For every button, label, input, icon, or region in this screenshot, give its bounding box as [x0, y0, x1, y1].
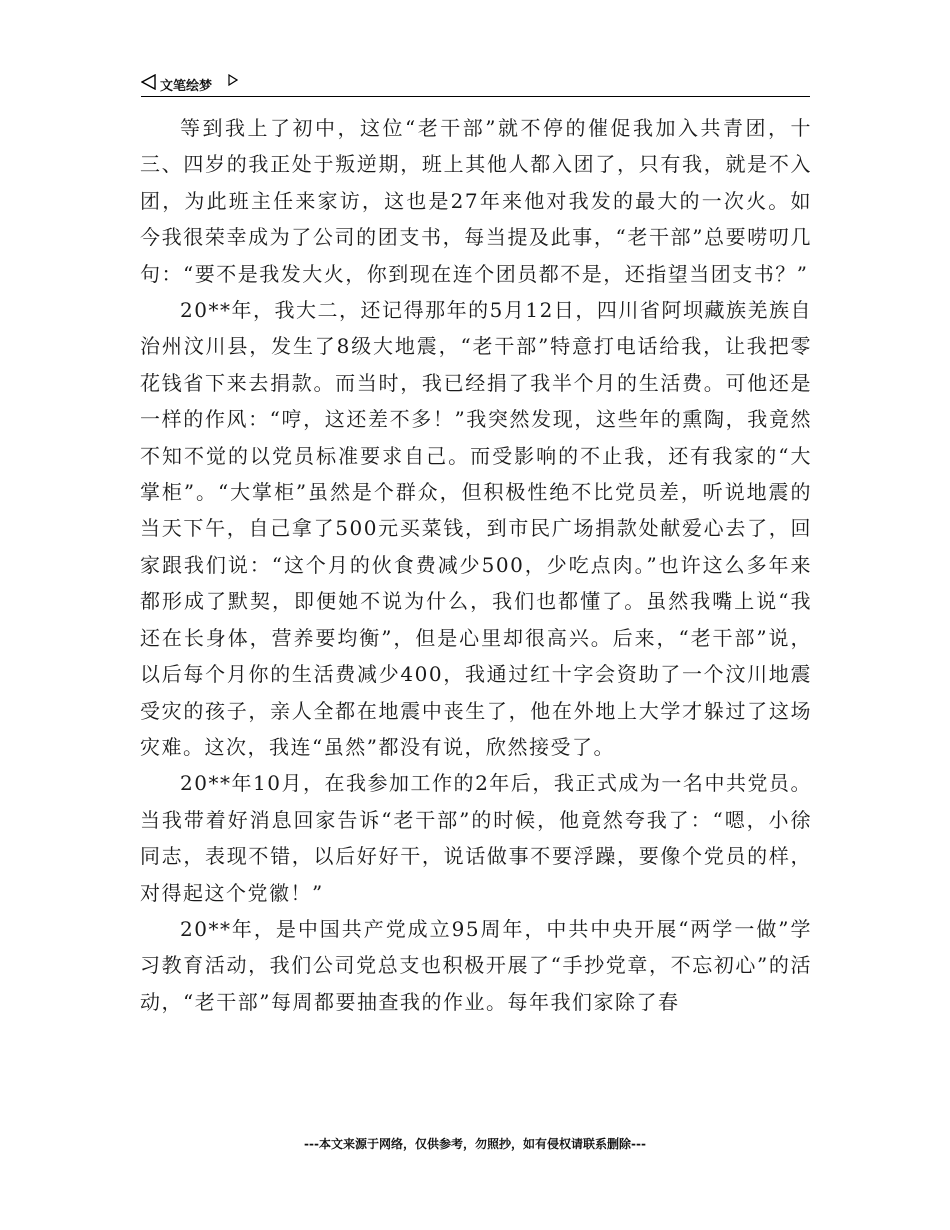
page-header	[141, 72, 810, 97]
footer-disclaimer: ---本文来源于网络，仅供参考，勿照抄，如有侵权请联系删除---	[304, 1137, 646, 1151]
paragraph-4: 20**年，是中国共产党成立95周年，中共中央开展“两学一做”学习教育活动，我们公司党总支也积极开展了“手抄党章，不忘初心”的活动，“老干部”每周都要抽查我的作业。每年我们家除了春	[140, 916, 812, 1014]
header-title: 文笔绘梦	[160, 79, 213, 94]
article-body	[140, 110, 812, 1020]
left-triangle-icon	[141, 74, 157, 90]
paragraph-2: 20**年，我大二，还记得那年的5月12日，四川省阿坝藏族羌族自治州汶川县，发生了8级大地震，“老干部”特意打电话给我，让我把零花钱省下来去捐款。而当时，我已经捐了我半个月的生活费。可他还是一样的作风：“哼，这还差不多！”我突然发现，这些年的熏陶，我竟然不知不觉的以党员标准要求自己。而受影响的不止我，还有我家的“大掌柜”。“大掌柜”虽然是个群众，但积极性绝不比党员差，听说地震的当天下午，自己拿了500元买菜钱，到市民广场捐款处献爱心去了，回家跟我们说：“这个月的伙食费减少500，少吃点肉。”也许这么多年来都形成了默契，即便她不说为什么，我们也都懂了。虽然我嘴上说“我还在长身体，营养要均衡”，但是心里却很高兴。后来，“老干部”说，以后每个月你的生活费减少400，我通过红十字会资助了一个汶川地震受灾的孩子，亲人全都在地震中丧生了，他在外地上大学才躲过了这场灾难。这次，我连“虽然”都没有说，欣然接受了。	[140, 298, 812, 759]
right-triangle-icon	[228, 74, 238, 86]
paragraph-3: 20**年10月，在我参加工作的2年后，我正式成为一名中共党员。当我带着好消息回家告诉“老干部”的时候，他竟然夸我了：“嗯，小徐同志，表现不错，以后好好干，说话做事不要浮躁，要像个党员的样，对得起这个党徽！”	[140, 771, 812, 905]
paragraph-1: 等到我上了初中，这位“老干部”就不停的催促我加入共青团，十三、四岁的我正处于叛逆期，班上其他人都入团了，只有我，就是不入团，为此班主任来家访，这也是27年来他对我发的最大的一次火。如今我很荣幸成为了公司的团支书，每当提及此事，“老干部”总要唠叨几句：“要不是我发大火，你到现在连个团员都不是，还指望当团支书？”	[140, 116, 812, 286]
